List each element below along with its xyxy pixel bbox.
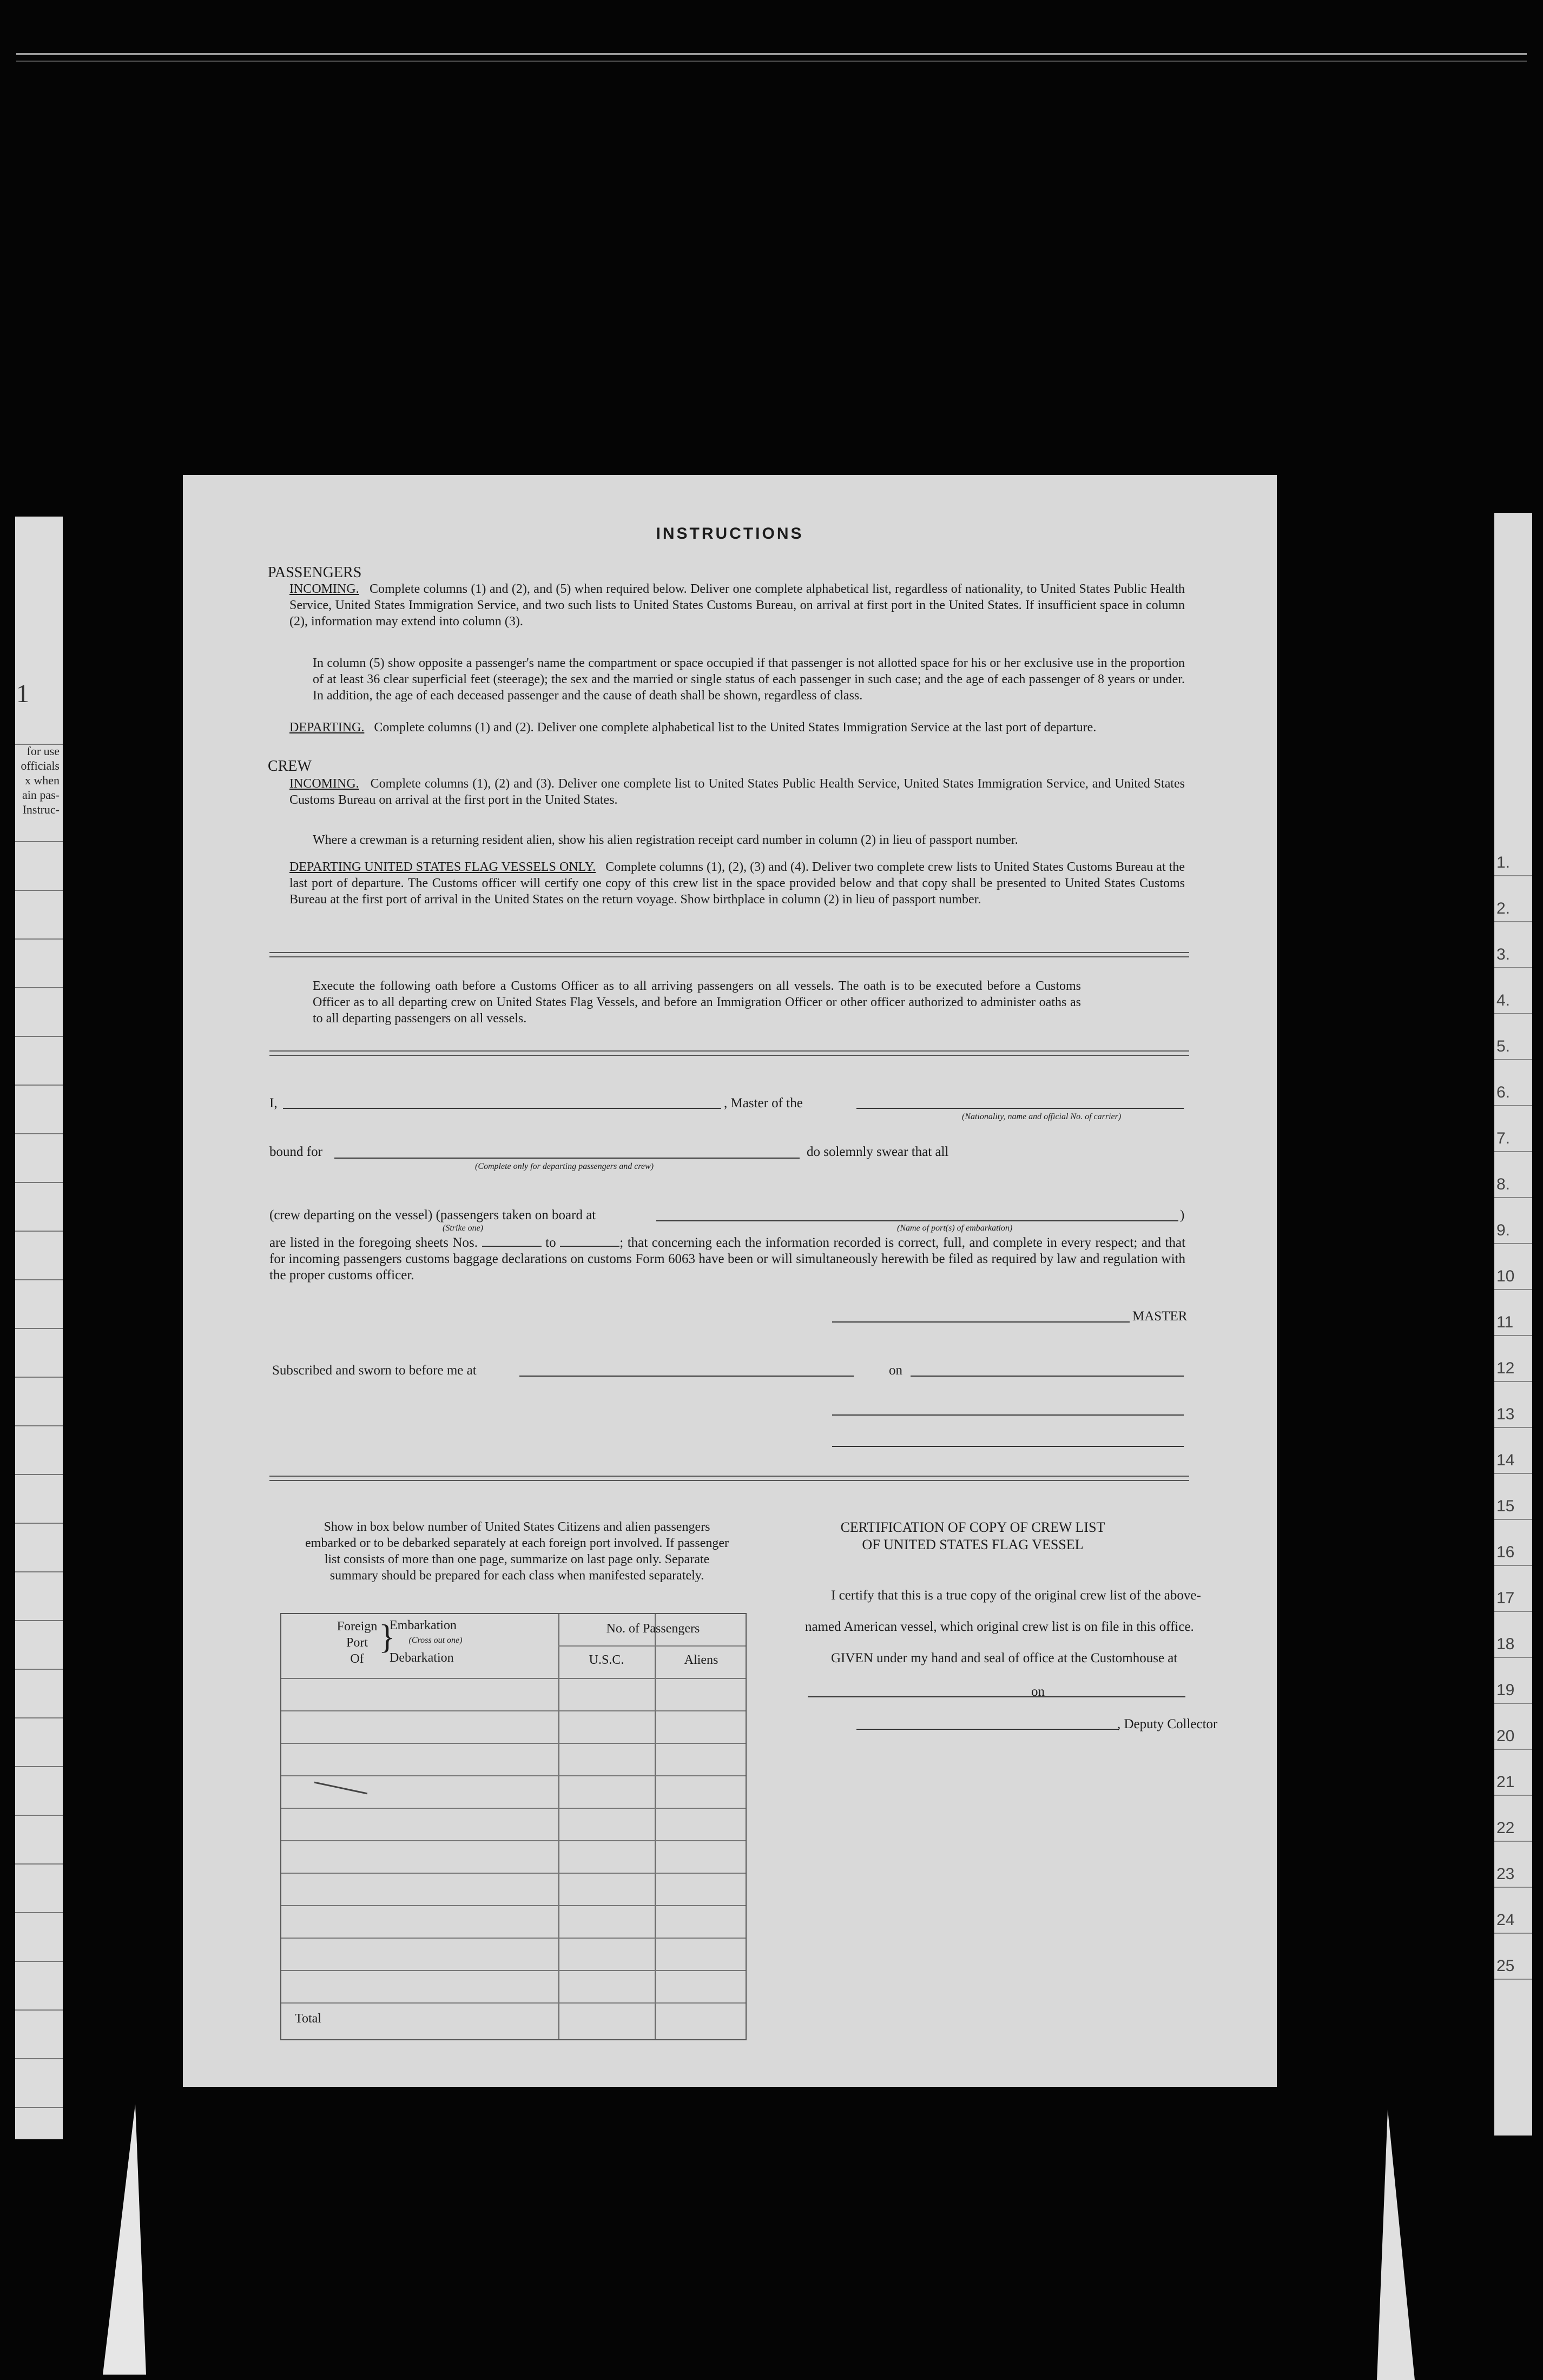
passengers-column5-paragraph: In column (5) show opposite a passenger's name the compartment or space occupied if that passenger is not allotted space for his or her exclusive use in the proportion of at least 36 clear superficial feet (steerage); the sex and the married or single status of each passenger in such case; and the age of each passenger of 8 years or under. In addition, the age of each deceased passenger and the cause of death shall be shown, regardless of class. [313, 656, 1185, 703]
right-rule [1494, 1611, 1532, 1612]
crew-departing-label: DEPARTING UNITED STATES FLAG VESSELS ONLY. [289, 860, 596, 874]
table-row [281, 1710, 746, 1711]
oath-instruction-paragraph: Execute the following oath before a Customs Officer as to all arriving passengers on all vessels. The oath is to be executed before a Customs Officer as to all departing crew on United States Flag Vessels, and before an Immigration Officer or other officer authorized to administer oaths as to all departing passengers on all vessels. [313, 979, 1081, 1026]
right-rule [1494, 1197, 1532, 1198]
right-rule [1494, 1059, 1532, 1060]
left-rule [15, 1425, 63, 1426]
right-row-number: 17 [1496, 1589, 1515, 1607]
passengers-departing-paragraph [289, 719, 1185, 736]
passengers-heading: PASSENGERS [268, 564, 362, 581]
certification-title-line1: CERTIFICATION OF COPY OF CREW LIST [840, 1519, 1105, 1535]
left-rule [15, 2009, 63, 2011]
right-row-number: 23 [1496, 1865, 1515, 1883]
complete-only-caption: (Complete only for departing passengers and crew) [475, 1162, 654, 1171]
usc-header: U.S.C. [589, 1653, 624, 1667]
officer-title-field[interactable] [832, 1446, 1184, 1447]
right-row-number: 9. [1496, 1221, 1511, 1239]
right-rule [1494, 1105, 1532, 1106]
certification-place-field[interactable] [808, 1696, 1051, 1697]
to-label: to [545, 1235, 556, 1250]
foreign-header-line: Foreign [337, 1619, 378, 1634]
deputy-collector-signature-field[interactable] [856, 1729, 1119, 1730]
table-row [281, 1938, 746, 1939]
passengers-incoming-text: Complete columns (1) and (2), and (5) when required below. Deliver one complete alphabetical list, regardless of nationality, to United States Public Health Service, United States Immigration Service, and two such lists to United States Customs Bureau, on arrival at first port in the United States. If insufficient space in column (2), information may extend into column (3). [289, 582, 1185, 629]
right-row-number: 20 [1496, 1727, 1515, 1745]
left-rule [15, 1182, 63, 1183]
left-rule [15, 1669, 63, 1670]
oath-remainder: ; that concerning each the information recorded is correct, full, and complete in every respect; and that for incoming passengers customs baggage declarations on customs Form 6063 have been or will simultaneously herewith be filed as required by law and regulation with the proper customs officer. [269, 1235, 1186, 1282]
pen-mark [314, 1782, 367, 1795]
master-of-the-label: , Master of the [724, 1096, 803, 1110]
close-paren: ) [1180, 1208, 1185, 1222]
oath-statement [269, 1235, 1185, 1284]
table-divider [558, 1645, 746, 1647]
strike-one-caption: (Strike one) [443, 1224, 484, 1233]
left-rule [15, 1085, 63, 1086]
section-divider [269, 1050, 1189, 1052]
of-header-line: Of [350, 1652, 364, 1666]
left-rule [15, 1863, 63, 1865]
embarkation-header: Embarkation [390, 1618, 457, 1632]
crew-incoming-paragraph [289, 776, 1185, 808]
left-rule [15, 2107, 63, 2108]
master-signature-field[interactable] [832, 1321, 1130, 1323]
passengers-departing-label: DEPARTING. [289, 720, 365, 735]
sheet-to-field[interactable] [560, 1246, 619, 1247]
left-rule [15, 938, 63, 940]
page-title: INSTRUCTIONS [656, 525, 804, 543]
right-rule [1494, 1565, 1532, 1566]
passengers-departing-text: Complete columns (1) and (2). Deliver one complete alphabetical list to the United States Immigration Service at the last port of departure. [374, 720, 1097, 735]
left-rule [15, 1523, 63, 1524]
right-row-number: 4. [1496, 991, 1511, 1009]
left-rule [15, 1620, 63, 1621]
right-row-number: 1. [1496, 854, 1511, 871]
sworn-date-field[interactable] [911, 1376, 1184, 1377]
certification-date-field[interactable] [1051, 1696, 1185, 1697]
right-rule [1494, 1289, 1532, 1290]
right-rule [1494, 1519, 1532, 1520]
left-fragment-line: Instruc- [22, 803, 60, 816]
crew-incoming-text: Complete columns (1), (2) and (3). Deliver one complete list to United States Public Health Service, United States Immigration Service, and United States Customs Bureau on arrival at the first port in the United States. [289, 777, 1185, 807]
page-edge-right [1377, 2110, 1415, 2380]
table-row [281, 1840, 746, 1841]
right-row-number: 22 [1496, 1819, 1515, 1837]
right-row-number: 14 [1496, 1451, 1515, 1469]
section-divider [269, 1476, 1189, 1477]
listed-in-label: are listed in the foregoing sheets Nos. [269, 1235, 478, 1250]
table-row [281, 1808, 746, 1809]
sworn-on-label: on [889, 1363, 902, 1378]
right-row-number: 7. [1496, 1129, 1511, 1147]
left-rule [15, 987, 63, 988]
certification-text-line1: I certify that this is a true copy of the original crew list of the above- [831, 1588, 1201, 1603]
certification-given: GIVEN under my hand and seal of office at the Customhouse at [831, 1651, 1178, 1665]
left-rule [15, 1717, 63, 1718]
page-edge-left [103, 2104, 146, 2375]
left-rule [15, 1377, 63, 1378]
left-rule [15, 1571, 63, 1572]
certification-on-label: on [1031, 1684, 1045, 1699]
right-rule [1494, 1841, 1532, 1842]
right-rule [1494, 1749, 1532, 1750]
section-divider [269, 956, 1189, 957]
left-fragment-line: ain pas- [22, 788, 60, 802]
passengers-incoming-label: INCOMING. [289, 582, 359, 596]
no-of-passengers-header: No. of Passengers [606, 1622, 700, 1636]
left-adjacent-page [15, 517, 63, 2139]
left-rule [15, 1133, 63, 1134]
film-top-rule-secondary [16, 61, 1527, 62]
crew-departing-paragraph [289, 859, 1185, 908]
passenger-count-table [280, 1613, 747, 2040]
left-rule [15, 2058, 63, 2059]
crew-departing-label: (crew departing on the vessel) (passengers taken on board at [269, 1208, 596, 1222]
right-row-number: 3. [1496, 946, 1511, 963]
certification-text-line2: named American vessel, which original crew list is on file in this office. [805, 1619, 1194, 1634]
left-page-number: 1 [16, 679, 29, 708]
oath-i-label: I, [269, 1096, 278, 1110]
table-row [281, 1873, 746, 1874]
right-row-number: 24 [1496, 1911, 1515, 1929]
right-row-number: 21 [1496, 1773, 1515, 1791]
crew-heading: CREW [268, 758, 312, 775]
officer-signature-field[interactable] [832, 1414, 1184, 1416]
right-row-number: 8. [1496, 1175, 1511, 1193]
right-rule [1494, 1887, 1532, 1888]
passengers-incoming-paragraph [289, 581, 1185, 630]
left-rule [15, 1328, 63, 1329]
sworn-place-field[interactable] [519, 1376, 854, 1377]
right-row-number: 16 [1496, 1543, 1515, 1561]
table-row [281, 1775, 746, 1776]
left-rule [15, 1815, 63, 1816]
sheet-from-field[interactable] [482, 1246, 542, 1247]
right-row-number: 10 [1496, 1267, 1515, 1285]
master-label: MASTER [1132, 1309, 1188, 1324]
right-rule [1494, 1979, 1532, 1980]
left-rule [15, 1912, 63, 1913]
port-caption: (Name of port(s) of embarkation) [897, 1224, 1013, 1233]
left-rule [15, 1279, 63, 1280]
instructions-page [183, 475, 1277, 2087]
right-row-number: 18 [1496, 1635, 1515, 1653]
right-rule [1494, 1335, 1532, 1336]
right-rule [1494, 1151, 1532, 1152]
right-row-number: 6. [1496, 1083, 1511, 1101]
table-divider [281, 1678, 746, 1679]
crew-departing-text: Complete columns (1), (2), (3) and (4). Deliver two complete crew lists to United States Customs Bureau at the last port of departure. The Customs officer will certify one copy of this crew list in the space provided below and that copy shall be presented to United States Customs Bureau at the first port of arrival in the United States on the return voyage. Show birthplace in column (2) in lieu of passport number. [289, 860, 1185, 907]
right-rule [1494, 1427, 1532, 1428]
right-rule [1494, 1243, 1532, 1244]
section-divider [269, 1480, 1189, 1481]
section-divider [269, 952, 1189, 953]
right-rule [1494, 1795, 1532, 1796]
box-instruction-paragraph: Show in box below number of United States Citizens and alien passengers embarked or to be debarked separately at each foreign port involved. If passenger list consists of more than one page, summarize on last page only. Separate summary should be prepared for each class when manifested separately. [305, 1520, 729, 1583]
left-rule [15, 1036, 63, 1037]
right-adjacent-page [1494, 513, 1532, 2136]
left-rule [15, 1474, 63, 1475]
deputy-collector-label: , Deputy Collector [1117, 1717, 1218, 1731]
left-rule [15, 1766, 63, 1767]
left-rule [15, 1231, 63, 1232]
foreign-port-of-header [333, 1618, 381, 1667]
table-row [281, 2002, 746, 2004]
film-top-rule [16, 53, 1527, 55]
right-row-number: 19 [1496, 1681, 1515, 1699]
right-rule [1494, 875, 1532, 876]
table-row [281, 1970, 746, 1971]
crew-resident-paragraph: Where a crewman is a returning resident alien, show his alien registration receipt card number in column (2) in lieu of passport number. [313, 833, 1018, 847]
table-row [281, 1743, 746, 1744]
embarkation-port-field[interactable] [656, 1220, 1178, 1221]
right-rule [1494, 1473, 1532, 1474]
right-rule [1494, 921, 1532, 922]
left-rule [15, 841, 63, 842]
left-rule [15, 890, 63, 891]
right-row-number: 25 [1496, 1957, 1515, 1975]
left-fragment-line: x when [24, 774, 60, 787]
debarkation-header: Debarkation [390, 1651, 454, 1665]
right-rule [1494, 1933, 1532, 1934]
section-divider [269, 1055, 1189, 1056]
left-rule [15, 1961, 63, 1962]
aliens-header: Aliens [684, 1653, 718, 1667]
right-rule [1494, 1013, 1532, 1014]
table-row [281, 1905, 746, 1906]
right-row-number: 11 [1496, 1313, 1514, 1331]
right-row-number: 2. [1496, 900, 1511, 917]
right-rule [1494, 1657, 1532, 1658]
certification-title-line2: OF UNITED STATES FLAG VESSEL [862, 1537, 1084, 1552]
right-row-number: 5. [1496, 1037, 1511, 1055]
total-label: Total [295, 2012, 321, 2026]
left-fragment-line: for use [27, 744, 60, 758]
nationality-caption: (Nationality, name and official No. of carrier) [962, 1112, 1122, 1121]
swear-label: do solemnly swear that all [807, 1145, 949, 1159]
right-rule [1494, 967, 1532, 968]
right-row-number: 12 [1496, 1359, 1515, 1377]
subscribed-label: Subscribed and sworn to before me at [272, 1363, 477, 1378]
crew-incoming-label: INCOMING. [289, 777, 359, 791]
bound-for-label: bound for [269, 1145, 322, 1159]
right-rule [1494, 1381, 1532, 1382]
master-name-field[interactable] [283, 1108, 721, 1109]
carrier-field[interactable] [856, 1108, 1184, 1109]
left-fragment-text [16, 744, 60, 817]
right-row-number: 15 [1496, 1497, 1515, 1515]
port-header-line: Port [346, 1636, 368, 1650]
bound-for-field[interactable] [334, 1158, 800, 1159]
right-row-number: 13 [1496, 1405, 1515, 1423]
left-fragment-line: officials [21, 759, 60, 772]
brace-icon: } [379, 1617, 395, 1656]
cross-out-one-caption: (Cross out one) [408, 1636, 463, 1645]
right-rule [1494, 1703, 1532, 1704]
